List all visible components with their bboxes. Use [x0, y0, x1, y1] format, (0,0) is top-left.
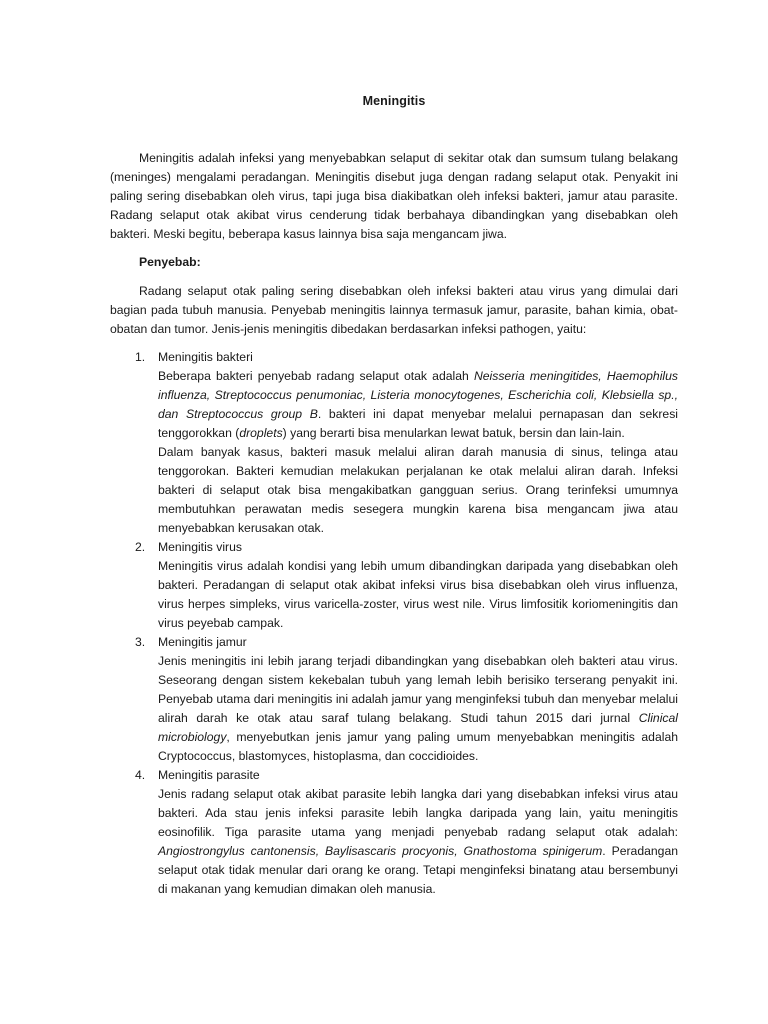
italic-species: Angiostrongylus cantonensis, Baylisascaris procyonis, Gnathostoma spinigerum	[158, 844, 603, 858]
italic-species: Neisseria meningitides, Haemophilus influenza, Streptococcus penumoniac, Listeria monocytogenes, Escherichia coli, Klebsiella sp., dan Streptococcus group B	[158, 369, 678, 421]
meningitis-types-list	[110, 348, 678, 899]
bacterial-paragraph-1	[158, 367, 678, 443]
italic-term: droplets	[239, 426, 283, 440]
fungal-paragraph	[158, 652, 678, 766]
text-span: Beberapa bakteri penyebab radang selaput otak adalah	[158, 369, 474, 383]
list-item-fungal	[110, 633, 678, 766]
list-item-viral	[110, 538, 678, 633]
intro-paragraph: Meningitis adalah infeksi yang menyebabkan selaput di sekitar otak dan sumsum tulang belakang (meninges) mengalami peradangan. Meningitis disebut juga dengan radang selaput otak. Penyakit ini paling sering disebabkan oleh virus, tapi juga bisa diakibatkan oleh infeksi bakteri, jamur atau parasite. Radang selaput otak akibat virus cenderung tidak berbahaya dibandingkan yang disebabkan oleh bakteri. Meski begitu, beberapa kasus lainnya bisa saja mengancam jiwa.	[110, 151, 678, 241]
italic-journal: Clinical microbiology	[158, 711, 678, 744]
list-item-number: 4.	[135, 768, 146, 782]
list-item-title: Meningitis jamur	[158, 635, 247, 649]
viral-paragraph: Meningitis virus adalah kondisi yang lebih umum dibandingkan daripada yang disebabkan oleh bakteri. Peradangan di selaput otak akibat infeksi virus bisa disebabkan oleh virus influenza, virus herpes simpleks, virus varicella-zoster, virus west nile. Virus limfositik koriomeningitis dan virus peyebab campak.	[158, 559, 678, 630]
text-span: . bakteri ini dapat menyebar melalui pernapasan dan sekresi tenggorokkan (	[158, 407, 678, 440]
list-item-parasite	[110, 766, 678, 899]
parasite-paragraph	[158, 785, 678, 899]
cause-paragraph: Radang selaput otak paling sering disebabkan oleh infeksi bakteri atau virus yang dimulai dari bagian pada tubuh manusia. Penyebab meningitis lainnya termasuk jamur, parasite, bahan kimia, obat-obatan dan tumor. Jenis-jenis meningitis dibedakan berdasarkan infeksi pathogen, yaitu:	[110, 284, 678, 336]
list-item-title: Meningitis bakteri	[158, 350, 253, 364]
text-span: . Peradangan selaput otak tidak menular dari orang ke orang. Tetapi menginfeksi binatang atau bersembunyi di makanan yang kemudian dimakan oleh manusia.	[158, 844, 678, 896]
list-item-title: Meningitis virus	[158, 540, 242, 554]
text-span: ) yang berarti bisa menularkan lewat batuk, bersin dan lain-lain.	[282, 426, 625, 440]
document-title: Meningitis	[362, 94, 426, 108]
list-item-number: 3.	[135, 635, 146, 649]
list-item-number: 2.	[135, 540, 146, 554]
text-span: , menyebutkan jenis jamur yang paling umum menyebabkan meningitis adalah Cryptococcus, blastomyces, histoplasma, dan coccidioides.	[158, 730, 678, 763]
text-span: Jenis radang selaput otak akibat parasite lebih langka dari yang disebabkan infeksi virus atau bakteri. Ada stau jenis infeksi parasite lebih langka daripada yang lain, yaitu meningitis eosinofilik. Tiga parasite utama yang menjadi penyebab radang selaput otak adalah:	[158, 787, 678, 839]
list-item-bacterial	[110, 348, 678, 538]
bacterial-paragraph-2: Dalam banyak kasus, bakteri masuk melalui aliran darah manusia di sinus, telinga atau tenggorokan. Bakteri kemudian melakukan perjalanan ke otak melalui aliran darah. Infeksi bakteri di selaput otak bisa mengakibatkan gangguan serius. Orang terinfeksi umumnya membutuhkan perawatan medis sesegera mungkin karena bisa mengancam jiwa atau menyebabkan kerusakan otak.	[158, 445, 678, 535]
list-item-title: Meningitis parasite	[158, 768, 260, 782]
text-span: Jenis meningitis ini lebih jarang terjadi dibandingkan yang disebabkan oleh bakteri atau virus. Seseorang dengan sistem kekebalan tubuh yang lemah lebih berisiko terserang penyakit ini. Penyebab utama dari meningitis ini adalah jamur yang menginfeksi tubuh dan menyebar melalui alirah darah ke otak atau saraf tulang belakang. Studi tahun 2015 dari jurnal	[158, 654, 678, 725]
list-item-number: 1.	[135, 350, 146, 364]
cause-heading: Penyebab:	[139, 255, 201, 269]
